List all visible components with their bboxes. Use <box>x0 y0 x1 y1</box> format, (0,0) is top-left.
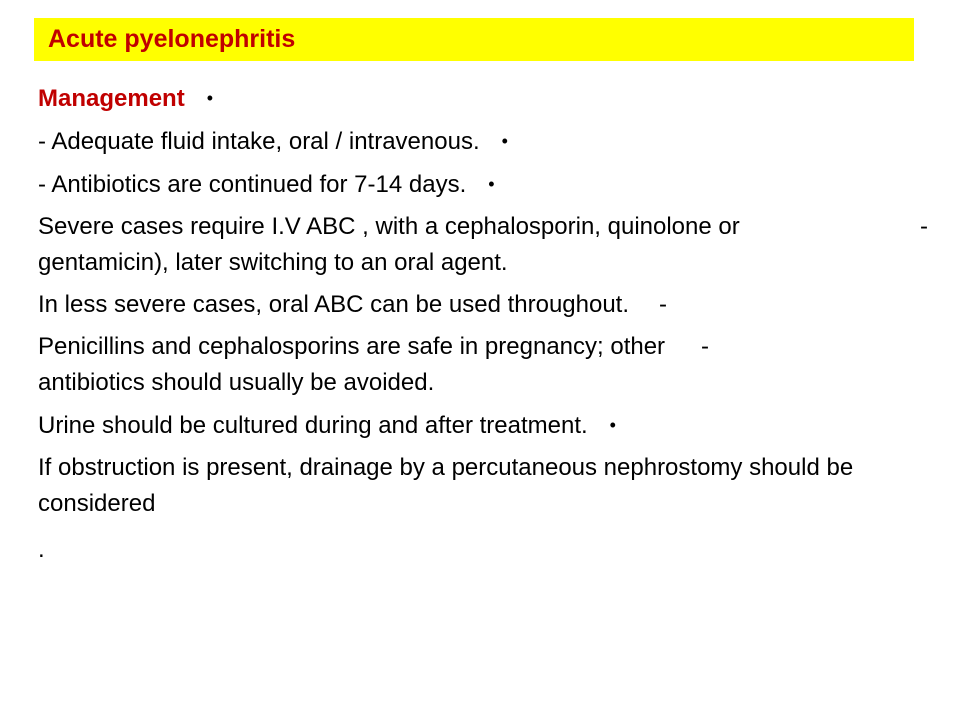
list-item-obstruction <box>38 450 918 522</box>
title-banner <box>34 18 914 61</box>
dash-marker: - <box>701 333 710 360</box>
slide-content <box>38 80 928 568</box>
list-item-text: Severe cases require I.V ABC , with a cephalosporin, quinolone or <box>38 213 740 240</box>
trailing-period <box>38 532 928 568</box>
list-item-urine-culture <box>38 407 928 444</box>
dash-marker: - <box>659 291 668 318</box>
list-item-severe-cases <box>38 209 928 281</box>
list-item-text: antibiotics should usually be avoided. <box>38 369 435 396</box>
list-item-less-severe <box>38 287 928 323</box>
bullet-marker: • <box>609 415 616 435</box>
list-item-line <box>38 329 928 365</box>
bullet-marker: • <box>488 174 495 194</box>
bullet-marker: • <box>501 131 508 151</box>
list-item-pregnancy <box>38 329 928 401</box>
list-item-line <box>38 365 928 401</box>
list-item-text: If obstruction is present, drainage by a percutaneous nephrostomy should be considered <box>38 454 854 517</box>
management-heading-line <box>38 80 928 117</box>
list-item-text: - Antibiotics are continued for 7-14 days. <box>38 171 467 198</box>
trailing-text: . <box>38 536 45 563</box>
list-item-text: - Adequate fluid intake, oral / intravenous. <box>38 128 480 155</box>
list-item-line <box>38 245 928 281</box>
management-heading: Management <box>38 85 185 112</box>
list-item-text: Urine should be cultured during and after treatment. <box>38 412 588 439</box>
list-item-text: In less severe cases, oral ABC can be used throughout. <box>38 291 630 318</box>
list-item-antibiotics-duration <box>38 166 928 203</box>
list-item-line <box>38 209 928 245</box>
bullet-marker: • <box>206 88 214 108</box>
list-item-text: gentamicin), later switching to an oral agent. <box>38 249 508 276</box>
slide-title: Acute pyelonephritis <box>48 25 296 53</box>
dash-marker: - <box>920 213 928 240</box>
list-item-fluid-intake <box>38 123 928 160</box>
list-item-text: Penicillins and cephalosporins are safe in pregnancy; other <box>38 333 666 360</box>
